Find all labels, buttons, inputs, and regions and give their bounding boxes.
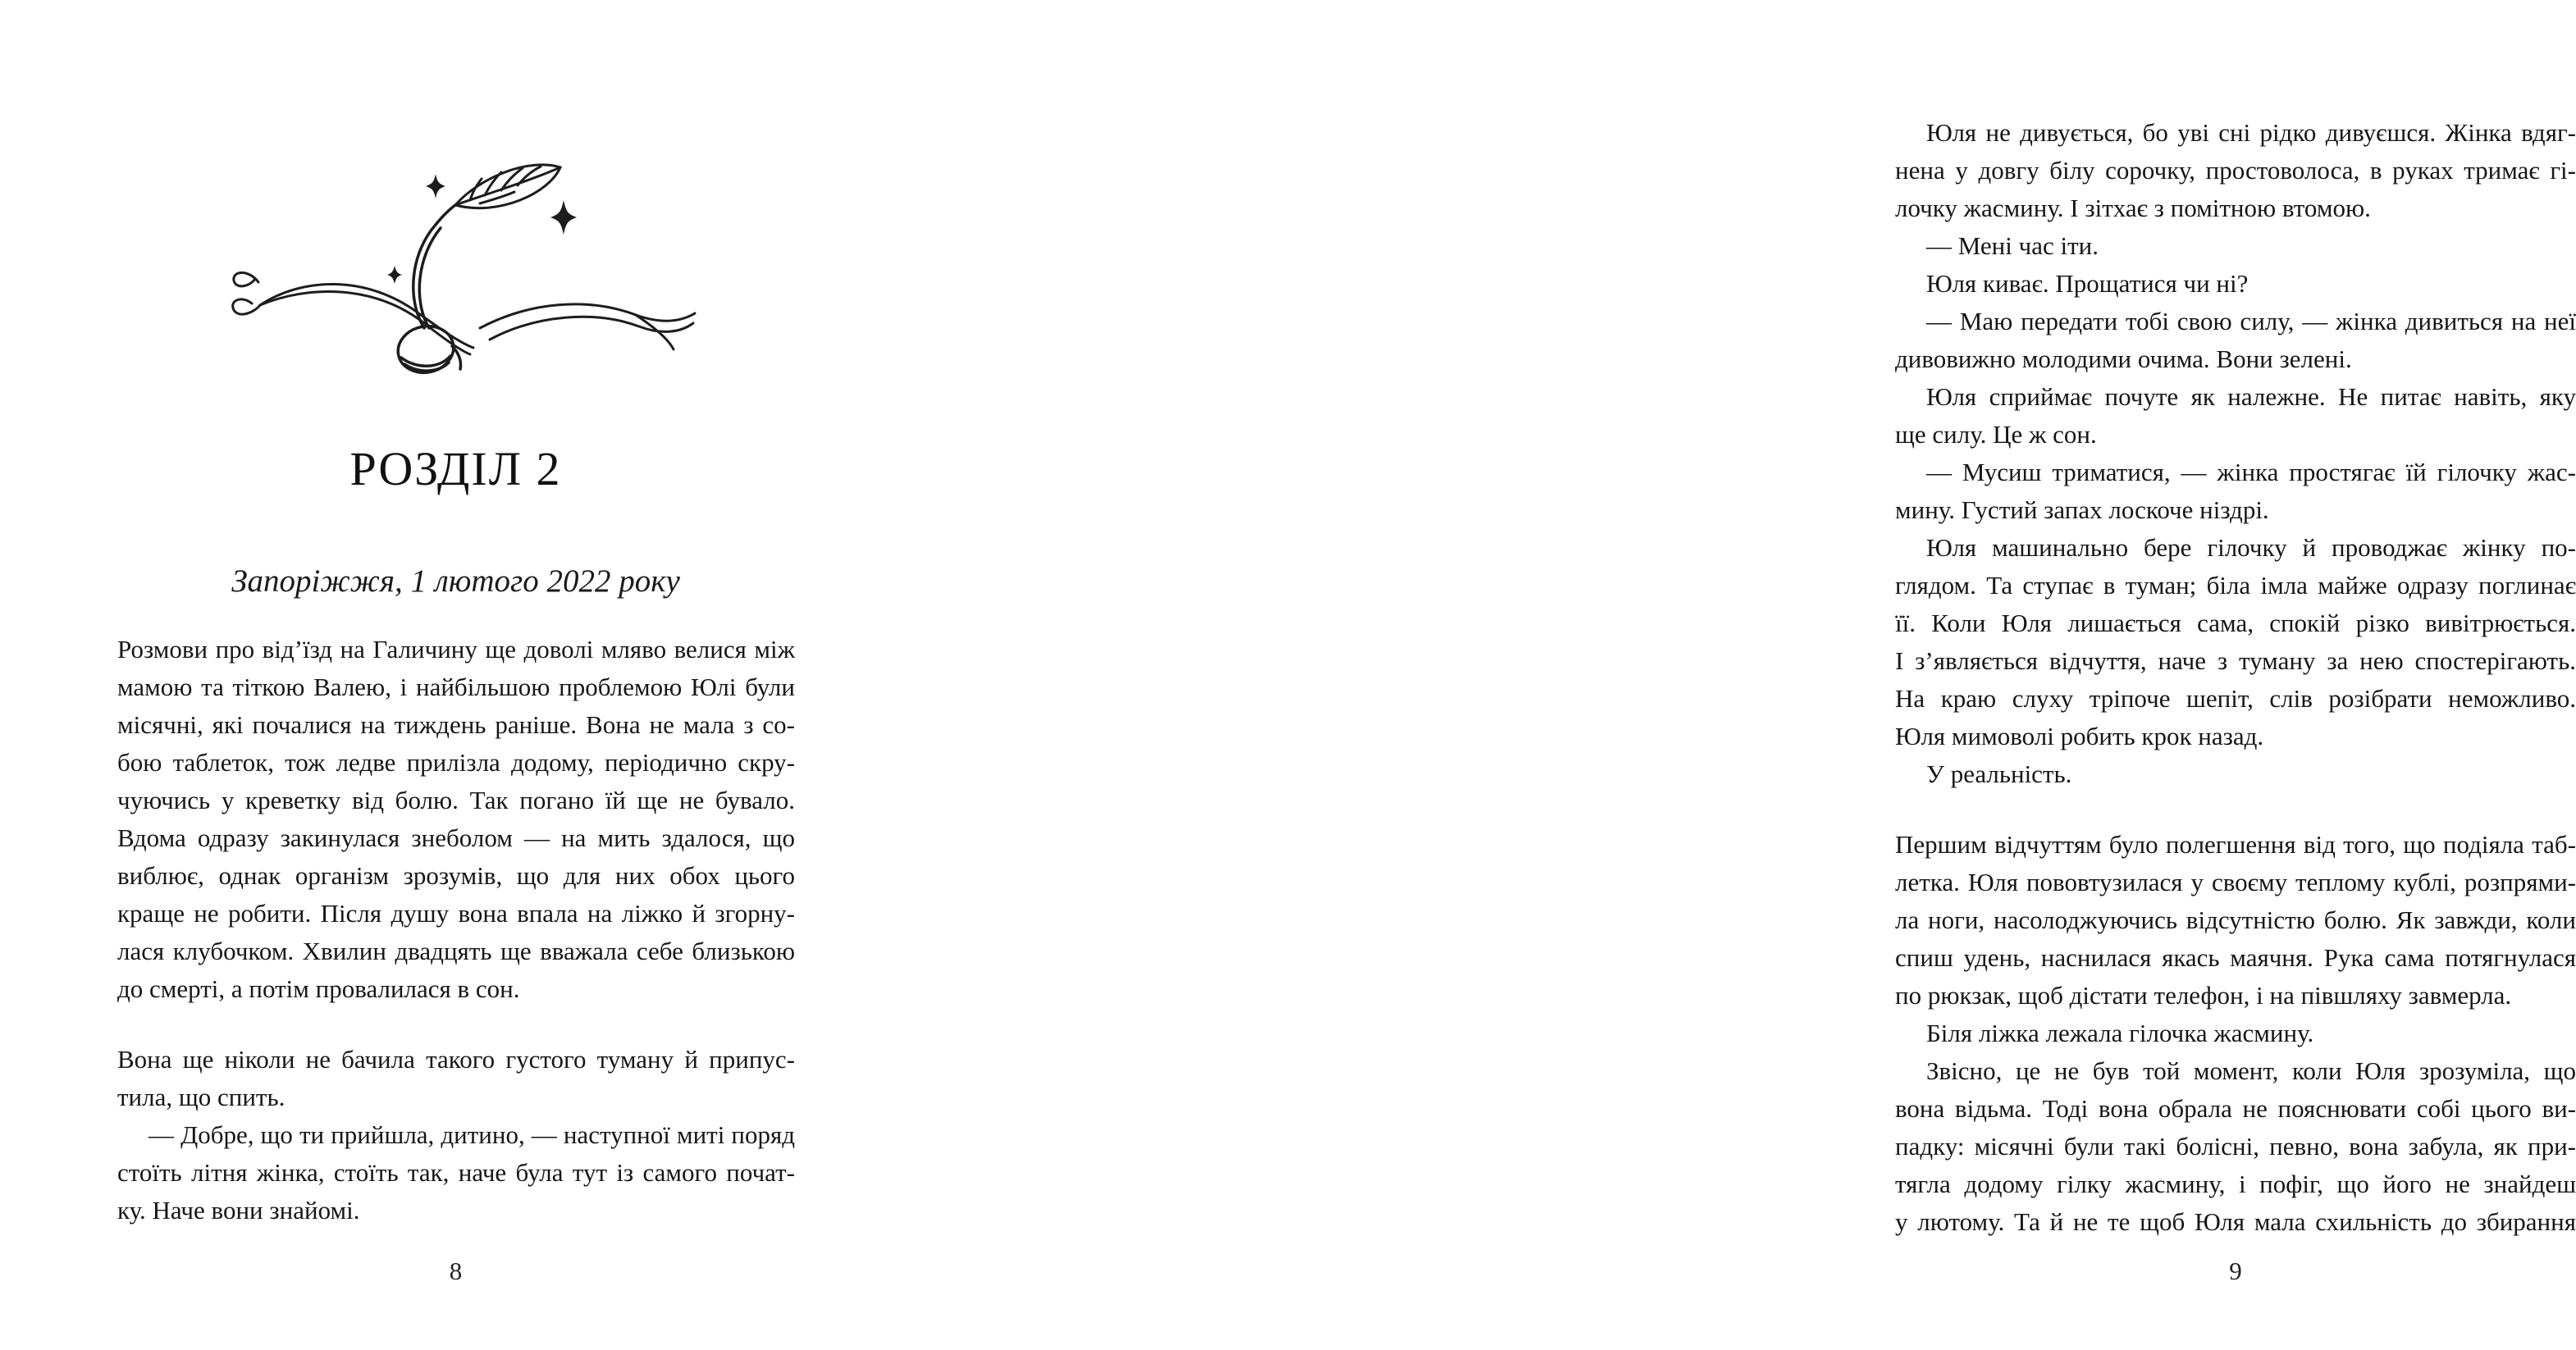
paragraph bbox=[117, 1116, 795, 1229]
text-line: На краю слуху тріпоче шепіт, слів розібрати неможливо. bbox=[1895, 684, 2576, 713]
text-line: тила, що спить. bbox=[117, 1083, 285, 1111]
right-page-body-text bbox=[1895, 114, 2576, 1241]
text-line: І з’являється відчуття, наче з туману за нею спостерігають. bbox=[1895, 646, 2576, 675]
text-line: Біля ліжка лежала гілочка жасмину. bbox=[1926, 1019, 2314, 1047]
text-line: тягла додому гілку жасмину, і пофіг, що його не знайдеш bbox=[1895, 1170, 2576, 1198]
paragraph bbox=[1895, 529, 2576, 755]
text-line: Юля киває. Прощатися чи ні? bbox=[1926, 269, 2249, 298]
paragraph bbox=[1895, 378, 2576, 454]
text-line: Звісно, це не був той момент, коли Юля зрозуміла, що bbox=[1926, 1056, 2576, 1085]
text-line: ку. Наче вони знайомі. bbox=[117, 1196, 360, 1225]
text-line: мамою та тіткою Валею, і найбільшою проблемою Юлі були bbox=[117, 673, 795, 701]
paragraph bbox=[1895, 114, 2576, 227]
text-line: Першим відчуттям було полегшення від того, що подіяла таб- bbox=[1895, 830, 2576, 859]
left-page-body-text bbox=[117, 631, 795, 1229]
page-number-right: 9 bbox=[2229, 1257, 2242, 1285]
text-line: виблює, однак організм зрозумів, що для них обох цього bbox=[117, 861, 795, 890]
text-line: дивовижно молодими очима. Вони зелені. bbox=[1895, 344, 2352, 373]
text-line: нена у довгу білу сорочку, простоволоса, в руках тримає гі- bbox=[1895, 156, 2576, 185]
paragraph bbox=[1895, 227, 2576, 265]
text-line: вона відьма. Тоді вона обрала не пояснювати собі цього ви- bbox=[1895, 1094, 2576, 1123]
text-line: летка. Юля пововтузилася у своєму теплому кублі, розпрями- bbox=[1895, 868, 2576, 896]
text-line: — Мені час іти. bbox=[1926, 231, 2099, 260]
chapter-subtitle: Запоріжжя, 1 лютого 2022 року bbox=[231, 563, 680, 599]
text-line: мину. Густий запах лоскоче ніздрі. bbox=[1895, 495, 2269, 524]
paragraph bbox=[1895, 755, 2576, 793]
paragraph bbox=[1895, 1015, 2576, 1052]
text-line: Юля не дивується, бо уві сні рідко дивуєшся. Жінка вдяг- bbox=[1926, 118, 2576, 147]
text-line: у лютому. Та й не те щоб Юля мала схильність до збирання bbox=[1895, 1207, 2576, 1236]
text-line: її. Коли Юля лишається сама, спокій різко вивітрюється. bbox=[1895, 609, 2576, 637]
text-line: спиш удень, наснилася якась маячня. Рука сама потягнулася bbox=[1895, 943, 2576, 972]
right-page bbox=[892, 0, 2576, 1350]
text-line: — Мусиш триматися, — жінка простягає їй гілочку жас- bbox=[1926, 458, 2576, 486]
text-line: лочку жасмину. І зітхає з помітною втомою. bbox=[1895, 194, 2371, 222]
text-line: падку: місячні були такі болісні, певно, вона забула, як при- bbox=[1895, 1132, 2576, 1161]
paragraph bbox=[1895, 826, 2576, 1015]
paragraph bbox=[1895, 303, 2576, 378]
text-line: — Маю передати тобі свою силу, — жінка дивиться на неї bbox=[1926, 307, 2576, 335]
paragraph bbox=[1895, 265, 2576, 303]
text-line: бою таблеток, тож ледве прилізла додому, періодично скру- bbox=[117, 748, 795, 777]
paragraph bbox=[1895, 454, 2576, 529]
text-line: Юля сприймає почуте як належне. Не питає навіть, яку bbox=[1926, 382, 2576, 411]
text-line: місячні, які почалися на тиждень раніше. Вона не мала з со- bbox=[117, 710, 795, 739]
text-line: чуючись у креветку від болю. Так погано їй ще не бувало. bbox=[117, 786, 795, 814]
text-line: Вона ще ніколи не бачила такого густого туману й припус- bbox=[117, 1045, 795, 1074]
text-line: Вдома одразу закинулася знеболом — на мить здалося, що bbox=[117, 823, 795, 852]
chapter-title: РОЗДІЛ 2 bbox=[349, 442, 562, 495]
text-line: ла ноги, насолоджуючись відсутністю болю. Як завжди, коли bbox=[1895, 905, 2576, 934]
text-line: У реальність. bbox=[1926, 759, 2072, 788]
paragraph bbox=[117, 1041, 795, 1116]
text-line: — Добре, що ти прийшла, дитино, — наступної миті поряд bbox=[148, 1120, 795, 1149]
text-line: Розмови про від’їзд на Галичину ще доволі мляво велися між bbox=[117, 635, 795, 664]
text-line: по рюкзак, щоб дістати телефон, і на півшляху завмерла. bbox=[1895, 981, 2512, 1010]
text-line: Юля машинально бере гілочку й проводжає жінку по- bbox=[1926, 533, 2576, 562]
text-line: стоїть літня жінка, стоїть так, наче була тут із самого почат- bbox=[117, 1158, 795, 1187]
page-number-left: 8 bbox=[449, 1257, 463, 1285]
text-line: Юля мимоволі робить крок назад. bbox=[1895, 722, 2264, 750]
text-line: лася клубочком. Хвилин двадцять ще вважала себе близькою bbox=[117, 937, 795, 965]
sprout-sparkles-flourish-icon bbox=[209, 108, 701, 383]
text-line: ще силу. Це ж сон. bbox=[1895, 420, 2097, 449]
paragraph bbox=[1895, 1052, 2576, 1241]
text-line: краще не робити. Після душу вона впала на ліжко й згорну- bbox=[117, 899, 795, 928]
paragraph bbox=[117, 631, 795, 1008]
text-line: глядом. Та ступає в туман; біла імла майже одразу поглинає bbox=[1895, 571, 2576, 600]
text-line: до смерті, а потім провалилася в сон. bbox=[117, 974, 520, 1003]
left-page bbox=[0, 0, 891, 1350]
